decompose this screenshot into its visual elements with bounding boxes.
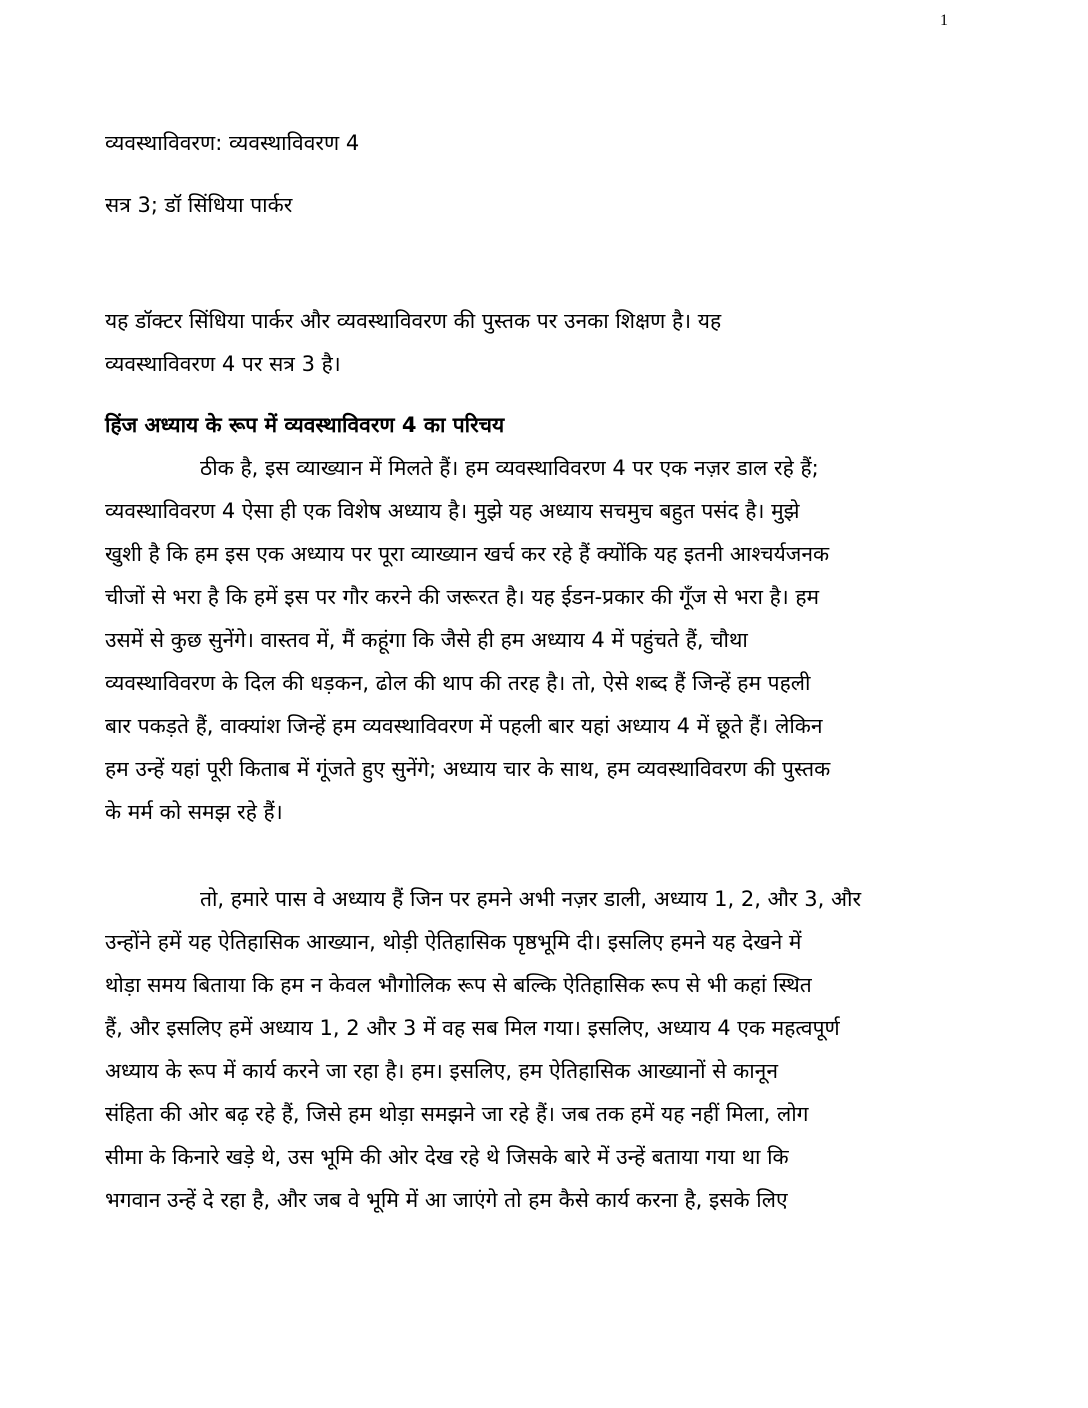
paragraph-line: व्यवस्थाविवरण 4 ऐसा ही एक विशेष अध्याय है। मुझे यह अध्याय सचमुच बहुत पसंद है। मुझे: [105, 499, 800, 523]
paragraph-line: उन्होंने हमें यह ऐतिहासिक आख्यान, थोड़ी ऐतिहासिक पृष्ठभूमि दी। इसलिए हमने यह देखने में: [105, 930, 802, 954]
page-number: 1: [940, 12, 948, 29]
intro-line: व्यवस्थाविवरण 4 पर सत्र 3 है।: [105, 352, 341, 376]
paragraph-line: थोड़ा समय बिताया कि हम न केवल भौगोलिक रूप से बल्कि ऐतिहासिक रूप से भी कहां स्थित: [105, 973, 812, 997]
document-title: व्यवस्थाविवरण: व्यवस्थाविवरण 4: [105, 131, 360, 155]
paragraph-line: व्यवस्थाविवरण के दिल की धड़कन, ढोल की थाप की तरह है। तो, ऐसे शब्द हैं जिन्हें हम पहली: [105, 671, 811, 695]
paragraph-line: संहिता की ओर बढ़ रहे हैं, जिसे हम थोड़ा समझने जा रहे हैं। जब तक हमें यह नहीं मिला, लोग: [105, 1102, 809, 1126]
paragraph-line: ठीक है, इस व्याख्यान में मिलते हैं। हम व्यवस्थाविवरण 4 पर एक नज़र डाल रहे हैं;: [200, 456, 819, 480]
section-heading: हिंज अध्याय के रूप में व्यवस्थाविवरण 4 का परिचय: [105, 413, 505, 437]
paragraph-line: सीमा के किनारे खड़े थे, उस भूमि की ओर देख रहे थे जिसके बारे में उन्हें बताया गया था कि: [105, 1145, 789, 1169]
paragraph-line: चीजों से भरा है कि हमें इस पर गौर करने की जरूरत है। यह ईडन-प्रकार की गूँज से भरा है। हम: [105, 585, 820, 609]
paragraph-line: खुशी है कि हम इस एक अध्याय पर पूरा व्याख्यान खर्च कर रहे हैं क्योंकि यह इतनी आश्चर्यजनक: [105, 542, 830, 566]
paragraph-line: हम उन्हें यहां पूरी किताब में गूंजते हुए सुनेंगे; अध्याय चार के साथ, हम व्यवस्थाविवरण की पुस्तक: [105, 757, 831, 781]
session-line: सत्र 3; डॉ सिंधिया पार्कर: [105, 193, 293, 217]
paragraph-line: भगवान उन्हें दे रहा है, और जब वे भूमि में आ जाएंगे तो हम कैसे कार्य करना है, इसके लिए: [105, 1188, 788, 1212]
paragraph-line: हैं, और इसलिए हमें अध्याय 1, 2 और 3 में वह सब मिल गया। इसलिए, अध्याय 4 एक महत्वपूर्ण: [105, 1016, 840, 1040]
intro-line: यह डॉक्टर सिंधिया पार्कर और व्यवस्थाविवरण की पुस्तक पर उनका शिक्षण है। यह: [105, 309, 722, 333]
paragraph-line: के मर्म को समझ रहे हैं।: [105, 800, 283, 824]
paragraph-line: बार पकड़ते हैं, वाक्यांश जिन्हें हम व्यवस्थाविवरण में पहली बार यहां अध्याय 4 में छूते हैं। लेकिन: [105, 714, 823, 738]
paragraph-line: उसमें से कुछ सुनेंगे। वास्तव में, मैं कहूंगा कि जैसे ही हम अध्याय 4 में पहुंचते हैं, चौथा: [105, 628, 748, 652]
paragraph-line: अध्याय के रूप में कार्य करने जा रहा है। हम। इसलिए, हम ऐतिहासिक आख्यानों से कानून: [105, 1059, 778, 1083]
paragraph-line: तो, हमारे पास वे अध्याय हैं जिन पर हमने अभी नज़र डाली, अध्याय 1, 2, और 3, और: [200, 887, 862, 911]
